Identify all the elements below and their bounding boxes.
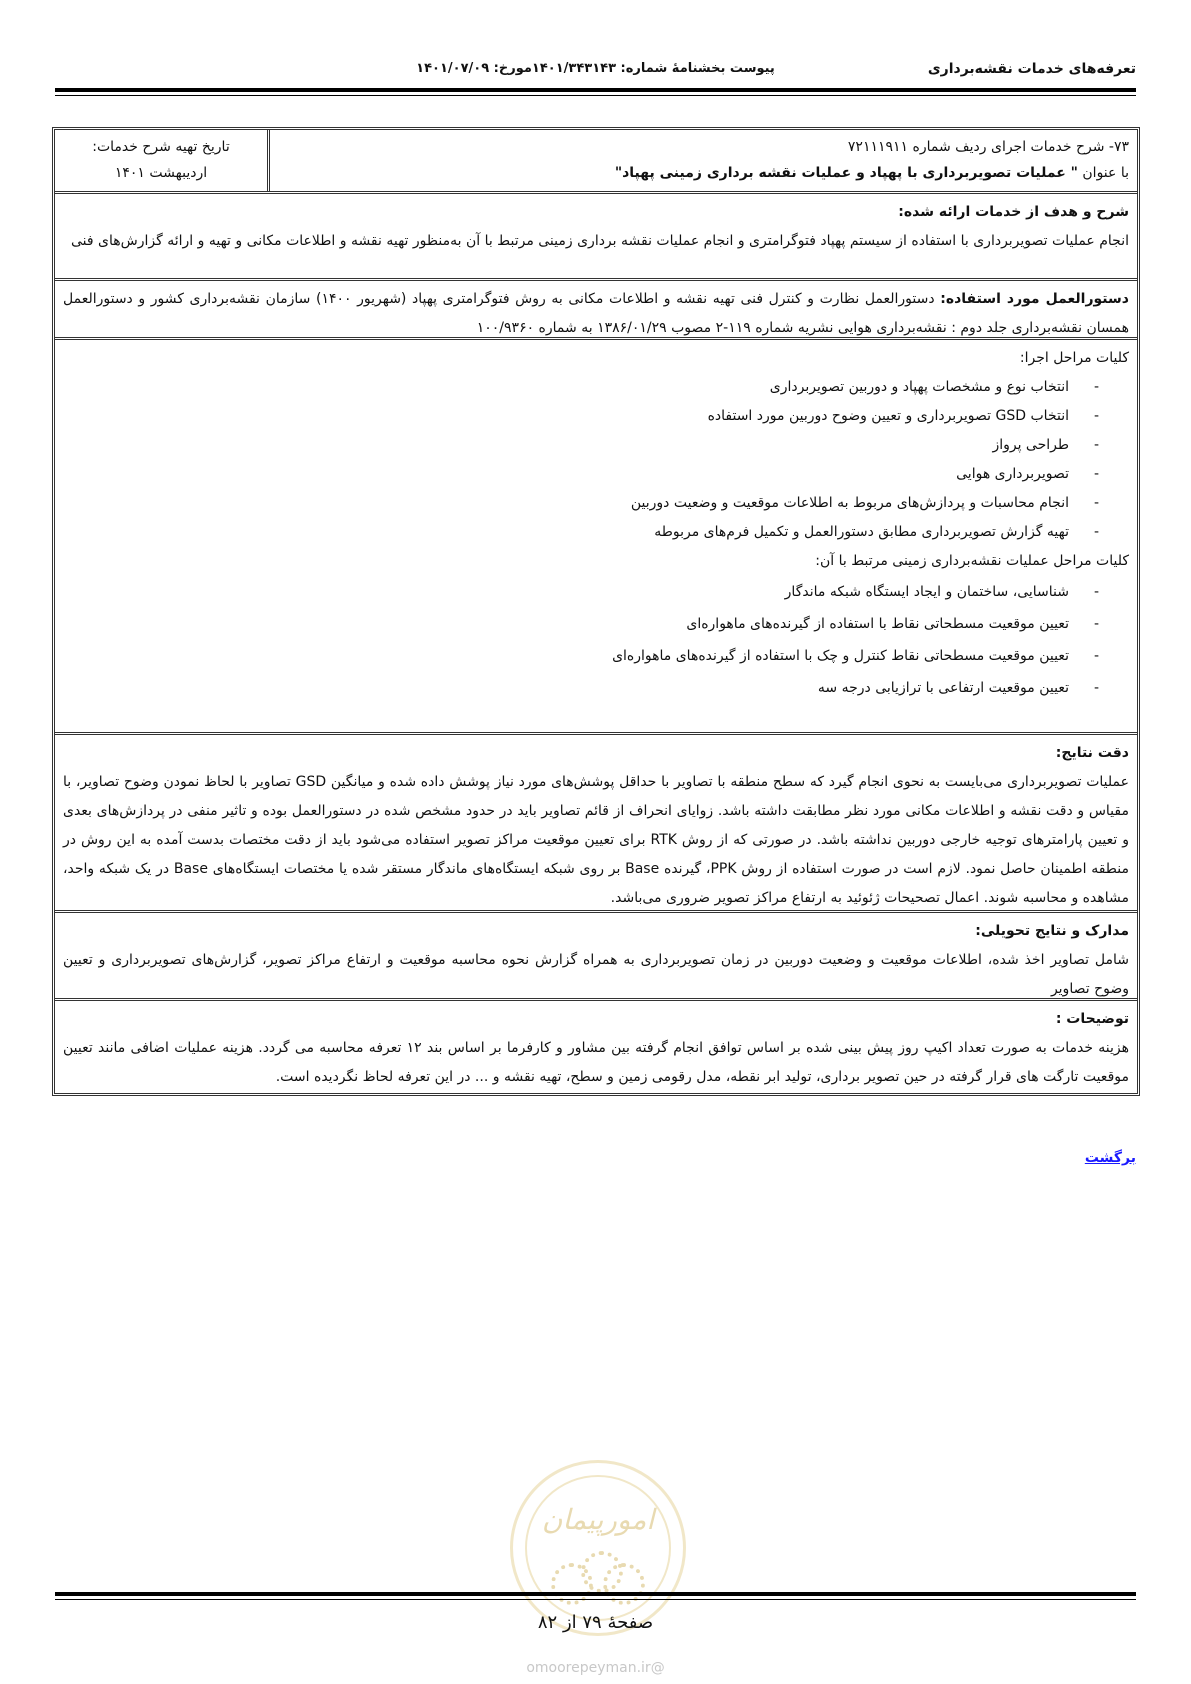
purpose-section [55, 194, 1137, 281]
list-item: - تعیین موقعیت ارتفاعی با ترازیابی درجه سه [63, 672, 1099, 704]
list-item: - طراحی پرواز [63, 431, 1099, 460]
footer-rule-thick [55, 1592, 1136, 1596]
list-item: - تهیه گزارش تصویربرداری مطابق دستورالعمل و تکمیل فرم‌های مربوطه [63, 518, 1099, 547]
instruction-text: دستورالعمل نظارت و کنترل فنی تهیه نقشه و اطلاعات مکانی به روش فتوگرامتری پهپاد (شهریور ۱۴۰۰) سازمان نقشه‌برداری کشور و دستورالعمل همسان نقشه‌برداری جلد دوم : نقشه‌برداری هوایی نشریه شماره ۱۱۹-۲ مصوب ۱۳۸۶/۰۱/۲۹ به شماره ۱۰۰/۹۳۶۰ [63, 291, 1129, 336]
page-header [55, 55, 1136, 83]
header-title: تعرفه‌های خدمات نقشه‌برداری [927, 61, 1136, 77]
execution-section [55, 340, 1137, 735]
execution-ground-list [63, 576, 1129, 704]
purpose-text: انجام عملیات تصویربرداری با استفاده از سیستم پهپاد فتوگرامتری و انجام عملیات نقشه برداری زمینی مرتبط با آن به‌منظور تهیه نقشه و اطلاعات مکانی و تهیه و ارائه گزارش‌های فنی [71, 233, 1129, 249]
deliverables-section [55, 913, 1137, 1001]
footer-rule-thin [55, 1599, 1136, 1600]
back-link[interactable]: برگشت [1084, 1150, 1136, 1166]
page-number: صفحۀ ۷۹ از ۸۲ [537, 1612, 654, 1633]
list-item: - تعیین موقعیت مسطحاتی نقاط کنترل و چک با استفاده از گیرنده‌های ماهواره‌ای [63, 640, 1099, 672]
list-item: - انتخاب نوع و مشخصات پهپاد و دوربین تصویربرداری [63, 373, 1099, 402]
service-title-row [55, 130, 1137, 194]
service-date-value: اردیبهشت ۱۴۰۱ [114, 165, 208, 181]
service-date-cell [55, 130, 270, 191]
notes-label: توضیحات : [1055, 1011, 1129, 1027]
deliverables-text: شامل تصاویر اخذ شده، اطلاعات موقعیت و وضعیت دوربین در زمان تصویربرداری به همراه گزارش نحوه محاسبه موقعیت و ارتفاع مراکز تصویر، گزارش‌های تصویربرداری و تعیین وضوح تصاویر [63, 952, 1129, 997]
service-title: " عملیات تصویربرداری با پهپاد و عملیات نقشه برداری زمینی پهپاد" [614, 165, 1078, 181]
execution-ground-label: کلیات مراحل عملیات نقشه‌برداری زمینی مرتبط با آن: [815, 553, 1129, 569]
service-number: ۷۳- شرح خدمات اجرای ردیف شماره ۷۲۱۱۱۹۱۱ [847, 139, 1129, 155]
header-rule-thick [55, 88, 1136, 92]
execution-general-list [63, 373, 1129, 547]
execution-general-label: کلیات مراحل اجرا: [1019, 350, 1129, 366]
header-attachment: پیوست بخشنامۀ شماره: ۱۴۰۱/۳۴۳۱۴۳مورخ: ۱۴۰۱/۰۷/۰۹ [416, 61, 775, 76]
instruction-section [55, 281, 1137, 340]
accuracy-text: عملیات تصویربرداری می‌بایست به نحوی انجام گیرد که سطح منطقه با تصاویر با حداقل پوشش‌های مورد نیاز پوشش داده شده و میانگین GSD تصاویر با لحاظ نمودن وضوح تصاویر، با مقیاس و دقت نقشه و اطلاعات مکانی مورد نظر مطابقت داشته باشد. زوایای انحراف از قائم تصاویر باید در حدود مشخص شده در دستورالعمل بوده و تاثیر منفی در پردازش‌های بعدی و تعیین پارامترهای توجیه خارجی دوربین نداشته باشد. در صورتی که از روش RTK برای تعیین موقعیت مراکز تصویر استفاده می‌شود باید از دقت مختصات بدست آمده به این روش در منطقه اطمینان حاصل نمود. لازم است در صورت استفاده از روش PPK، گیرنده Base بر روی شبکه ایستگاه‌های ماندگار مستقر شده یا مختصات ایستگاه‌های Base در یک شبکه واحد، مشاهده و محاسبه شوند. اعمال تصحیحات ژئوئید به ارتفاع مراکز تصویر ضروری می‌باشد. [63, 774, 1130, 906]
service-title-prefix: با عنوان [1077, 165, 1129, 181]
service-title-cell [270, 130, 1137, 191]
list-item: - انجام محاسبات و پردازش‌های مربوط به اطلاعات موقعیت و وضعیت دوربین [63, 489, 1099, 518]
service-date-label: تاریخ تهیه شرح خدمات: [92, 139, 230, 155]
service-title-line [278, 160, 1129, 186]
service-table [52, 127, 1140, 1096]
notes-section [55, 1001, 1137, 1093]
watermark-script: امورپیمان [541, 1503, 655, 1536]
list-item: - تصویربرداری هوایی [63, 460, 1099, 489]
site-watermark: @omoorepeyman.ir [526, 1660, 665, 1676]
purpose-label: شرح و هدف از خدمات ارائه شده: [898, 204, 1129, 220]
notes-text: هزینه خدمات به صورت تعداد اکیپ روز پیش بینی شده بر اساس توافق انجام گرفته بین مشاور و کارفرما بر اساس بند ۱۲ تعرفه محاسبه می گردد. هزینه عملیات اضافی مانند تعیین موقعیت تارگت های قرار گرفته در حین تصویر برداری، تولید ابر نقطه، مدل رقومی زمین و سطح، تهیه نقشه و ... در این تعرفه لحاظ نگردیده است. [63, 1040, 1129, 1085]
instruction-label: دستورالعمل مورد استفاده: [940, 291, 1129, 307]
list-item: - تعیین موقعیت مسطحاتی نقاط با استفاده از گیرنده‌های ماهواره‌ای [63, 608, 1099, 640]
list-item: - شناسایی، ساختمان و ایجاد ایستگاه شبکه ماندگار [63, 576, 1099, 608]
deliverables-label: مدارک و نتایج تحویلی: [975, 923, 1129, 939]
header-rule-thin [55, 95, 1136, 96]
accuracy-label: دقت نتایج: [1055, 745, 1129, 761]
accuracy-section [55, 735, 1137, 913]
list-item: - انتخاب GSD تصویربرداری و تعیین وضوح دوربین مورد استفاده [63, 402, 1099, 431]
watermark-logo [510, 1460, 686, 1636]
